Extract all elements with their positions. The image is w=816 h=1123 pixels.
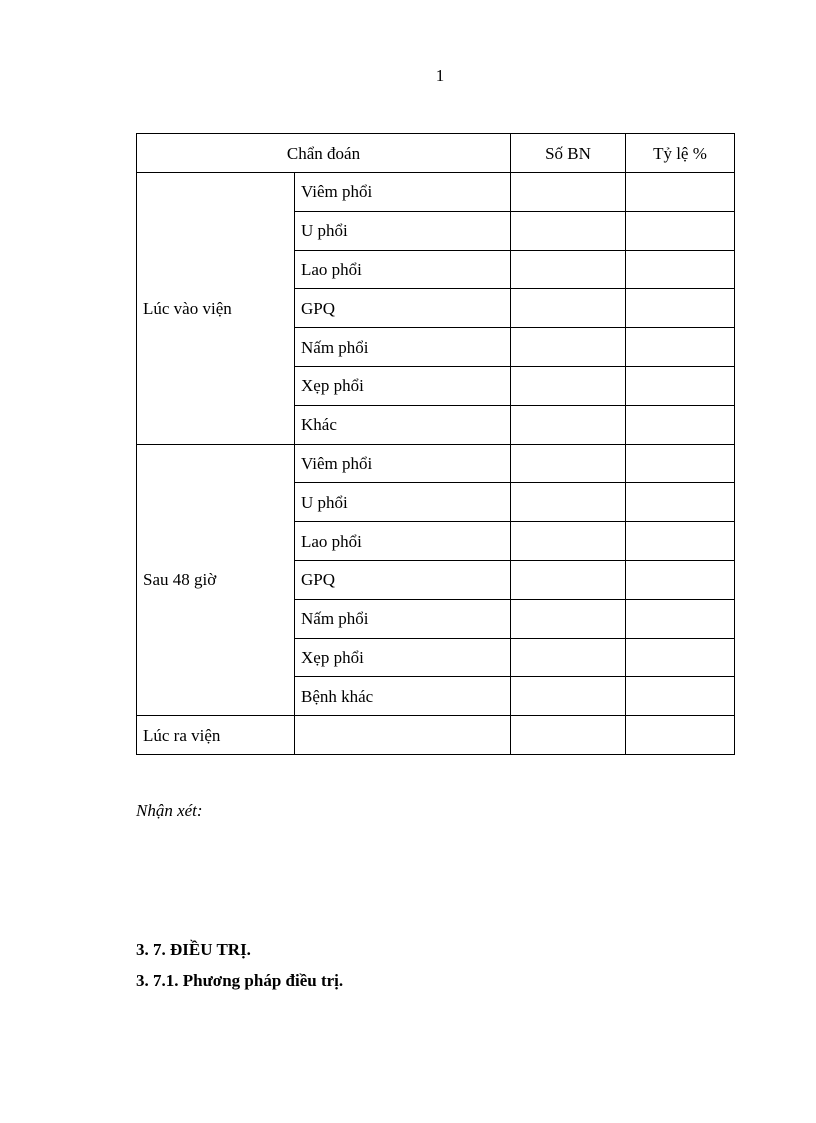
row-label: Viêm phổi [295, 444, 511, 483]
cell-patients [511, 289, 626, 328]
row-label: GPQ [295, 289, 511, 328]
cell-patients [511, 716, 626, 755]
cell-percent [626, 483, 735, 522]
group-label-admission: Lúc vào viện [137, 173, 295, 445]
row-label: Nấm phổi [295, 328, 511, 367]
cell-percent [626, 599, 735, 638]
group-label-discharge: Lúc ra viện [137, 716, 295, 755]
row-label: GPQ [295, 560, 511, 599]
cell-sub [295, 716, 511, 755]
cell-patients [511, 638, 626, 677]
cell-patients [511, 522, 626, 561]
cell-patients [511, 444, 626, 483]
cell-percent [626, 328, 735, 367]
cell-patients [511, 328, 626, 367]
cell-percent [626, 716, 735, 755]
cell-percent [626, 560, 735, 599]
cell-percent [626, 250, 735, 289]
table-row [137, 716, 735, 755]
cell-patients [511, 366, 626, 405]
table-row [137, 173, 735, 212]
diagnosis-table [136, 133, 735, 755]
row-label: Lao phổi [295, 250, 511, 289]
cell-patients [511, 173, 626, 212]
cell-percent [626, 444, 735, 483]
row-label: Nấm phổi [295, 599, 511, 638]
cell-percent [626, 366, 735, 405]
cell-percent [626, 173, 735, 212]
row-label: Lao phổi [295, 522, 511, 561]
row-label: U phổi [295, 211, 511, 250]
cell-patients [511, 483, 626, 522]
row-label: Khác [295, 405, 511, 444]
cell-patients [511, 599, 626, 638]
cell-percent [626, 638, 735, 677]
cell-percent [626, 677, 735, 716]
cell-percent [626, 289, 735, 328]
group-label-48h: Sau 48 giờ [137, 444, 295, 716]
table-header-row [137, 134, 735, 173]
cell-percent [626, 211, 735, 250]
cell-percent [626, 405, 735, 444]
row-label: Xẹp phổi [295, 638, 511, 677]
remark-label: Nhận xét: [136, 801, 203, 820]
subsection-heading: 3. 7.1. Phương pháp điều trị. [136, 971, 344, 990]
header-percent: Tỷ lệ % [626, 134, 735, 173]
cell-patients [511, 211, 626, 250]
cell-patients [511, 405, 626, 444]
header-diagnosis: Chẩn đoán [137, 134, 511, 173]
header-patients: Số BN [511, 134, 626, 173]
row-label: Viêm phổi [295, 173, 511, 212]
cell-patients [511, 250, 626, 289]
table-row [137, 444, 735, 483]
row-label: Xẹp phổi [295, 366, 511, 405]
section-heading: 3. 7. ĐIỀU TRỊ. [136, 940, 251, 959]
cell-patients [511, 560, 626, 599]
cell-patients [511, 677, 626, 716]
page-number: 1 [435, 66, 445, 85]
row-label: Bệnh khác [295, 677, 511, 716]
cell-percent [626, 522, 735, 561]
row-label: U phổi [295, 483, 511, 522]
